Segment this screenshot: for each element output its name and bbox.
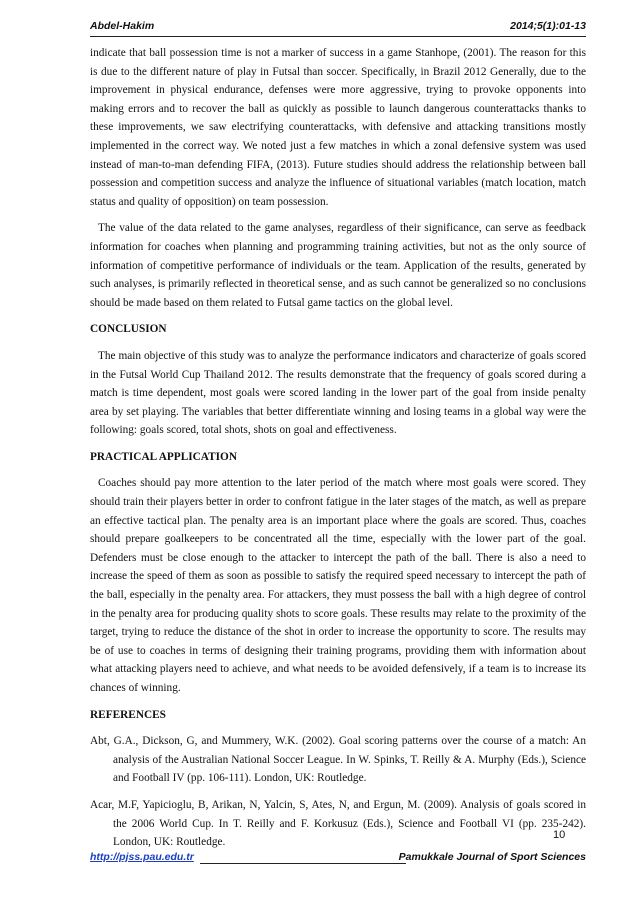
references-heading: REFERENCES xyxy=(90,708,166,721)
practical-heading: PRACTICAL APPLICATION xyxy=(90,450,237,463)
footer-journal: Pamukkale Journal of Sport Sciences xyxy=(398,851,586,863)
reference-item: Abt, G.A., Dickson, G, and Mummery, W.K. (2002). Goal scoring patterns over the course of a match: An analysis of the Australian National Soccer League. In W. Spinks, T. Reilly & A. Murphy (Eds.), Science and Football IV (pp. 106-111). London, UK: Routledge. xyxy=(90,735,586,785)
article-body xyxy=(90,44,586,852)
page-number: 10 xyxy=(553,829,566,841)
conclusion-text: The main objective of this study was to analyze the performance indicators and characterize of goals scored in the Futsal World Cup Thailand 2012. The results demonstrate that the frequency of goals scored during a match is time dependent, most goals were scored landing in the lower part of the goal from inside penalty area by set playing. The variables that better differentiate winning and losing teams in a global way were the following: goals scored, total shots, shots on goal and effectiveness. xyxy=(90,349,586,437)
footer-url-link[interactable]: http://pjss.pau.edu.tr xyxy=(90,851,194,863)
header-citation: 2014;5(1):01-13 xyxy=(510,20,586,32)
conclusion-heading: CONCLUSION xyxy=(90,323,167,336)
running-header xyxy=(90,18,586,37)
footer-rule xyxy=(200,863,406,864)
running-footer xyxy=(90,851,586,867)
reference-item: Acar, M.F, Yapicioglu, B, Arikan, N, Yalcin, S, Ates, N, and Ergun, M. (2009). Analysis of goals scored in the 2006 World Cup. In T. Reilly and F. Korkusuz (Eds.), Science and Football VI (pp. 235-242). London, UK: Routledge. xyxy=(90,798,586,849)
header-author: Abdel-Hakim xyxy=(90,20,155,32)
practical-text: Coaches should pay more attention to the later period of the match where most goals were scored. They should train their players better in order to confront fatigue in the later stages of the match, as well as prepare an effective tactical plan. The penalty area is an important place where the goals are scored. Thus, coaches should prepare goalkeepers to be concentrated all the time, especially with the lower part of the goal. Defenders must be close enough to the attacker to intercept the path of the ball. There is also a need to increase the speed of them as soon as possible to satisfy the required speed necessary to intercept the path of the ball, especially in the penalty area. For attackers, they must possess the ball with a high degree of control in the penalty area for producing quality shots to score goals. These results may relate to the proximity of the target, trying to reduce the distance of the shot in order to increase the opportunity to score. The results may be of use to coaches in terms of designing their training programs, providing them with information about what attacking players need to achieve, and what needs to be avoided defensively, if a team is to increase its chances of winning. xyxy=(90,477,586,694)
paragraph-2: The value of the data related to the game analyses, regardless of their significance, can serve as feedback information for coaches when planning and programming training activities, but not as the only source of information of competitive performance of individuals or the team. Application of the results, generated by such analyses, is primarily reflected in theoretical sense, and as such cannot be generalized so no conclusions should be made based on them related to Futsal game tactics on the global level. xyxy=(90,222,586,309)
paragraph-1: indicate that ball possession time is not a marker of success in a game Stanhope, (2001). The reason for this is due to the different nature of play in Futsal than soccer. Specifically, in Brazil 2012 Generally, due to the improvement in physical endurance, defenses were more aggressive, trying to provoke opponents into making errors and to recover the ball as quickly as possible to launch dangerous counterattacks thanks to these improvements, we saw electrifying counterattacks, with defensive and attacking transitions mostly implemented in the correct way. We noted just a few matches in which a zonal defensive system was used instead of man-to-man defending FIFA, (2013). Future studies should address the relationship between ball possession and competition success and analyze the influence of situational variables (match location, match status and quality of opposition) on team possession. xyxy=(90,47,586,208)
